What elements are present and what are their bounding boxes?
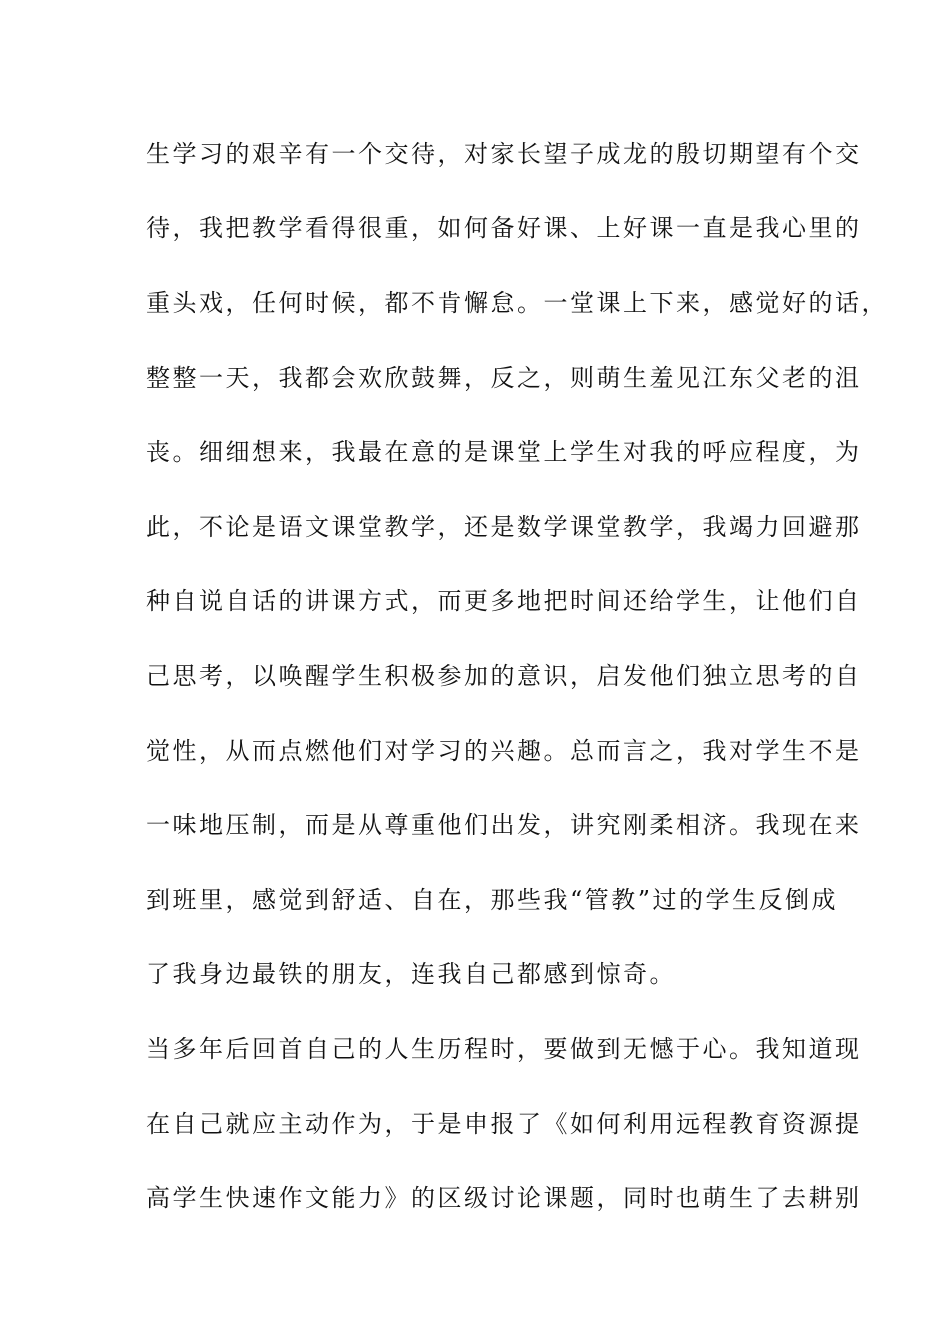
text-line: 丧。细细想来，我最在意的是课堂上学生对我的呼应程度，为 [146, 438, 862, 466]
text-line: 生学习的艰辛有一个交待，对家长望子成龙的殷切期望有个交 [146, 140, 862, 168]
text-line: 当多年后回首自己的人生历程时，要做到无憾于心。我知道现 [146, 1035, 862, 1063]
text-line: 到班里，感觉到舒适、自在，那些我“管教”过的学生反倒成 [146, 886, 839, 914]
text-line: 了我身边最铁的朋友，连我自己都感到惊奇。 [146, 960, 676, 988]
text-line: 种自说自话的讲课方式，而更多地把时间还给学生，让他们自 [146, 587, 862, 615]
text-line: 待，我把教学看得很重，如何备好课、上好课一直是我心里的 [146, 214, 862, 242]
text-line: 此，不论是语文课堂教学，还是数学课堂教学，我竭力回避那 [146, 513, 862, 541]
text-line: 己思考，以唤醒学生积极参加的意识，启发他们独立思考的自 [146, 662, 862, 690]
text-line: 在自己就应主动作为，于是申报了《如何利用远程教育资源提 [146, 1110, 862, 1138]
text-line: 重头戏，任何时候，都不肯懈怠。一堂课上下来，感觉好的话， [146, 289, 888, 317]
text-line: 高学生快速作文能力》的区级讨论课题，同时也萌生了去耕别 [146, 1184, 862, 1212]
text-line: 觉性，从而点燃他们对学习的兴趣。总而言之，我对学生不是 [146, 737, 862, 765]
text-line: 一味地压制，而是从尊重他们出发，讲究刚柔相济。我现在来 [146, 811, 862, 839]
text-line: 整整一天，我都会欢欣鼓舞，反之，则萌生羞见江东父老的沮 [146, 364, 862, 392]
